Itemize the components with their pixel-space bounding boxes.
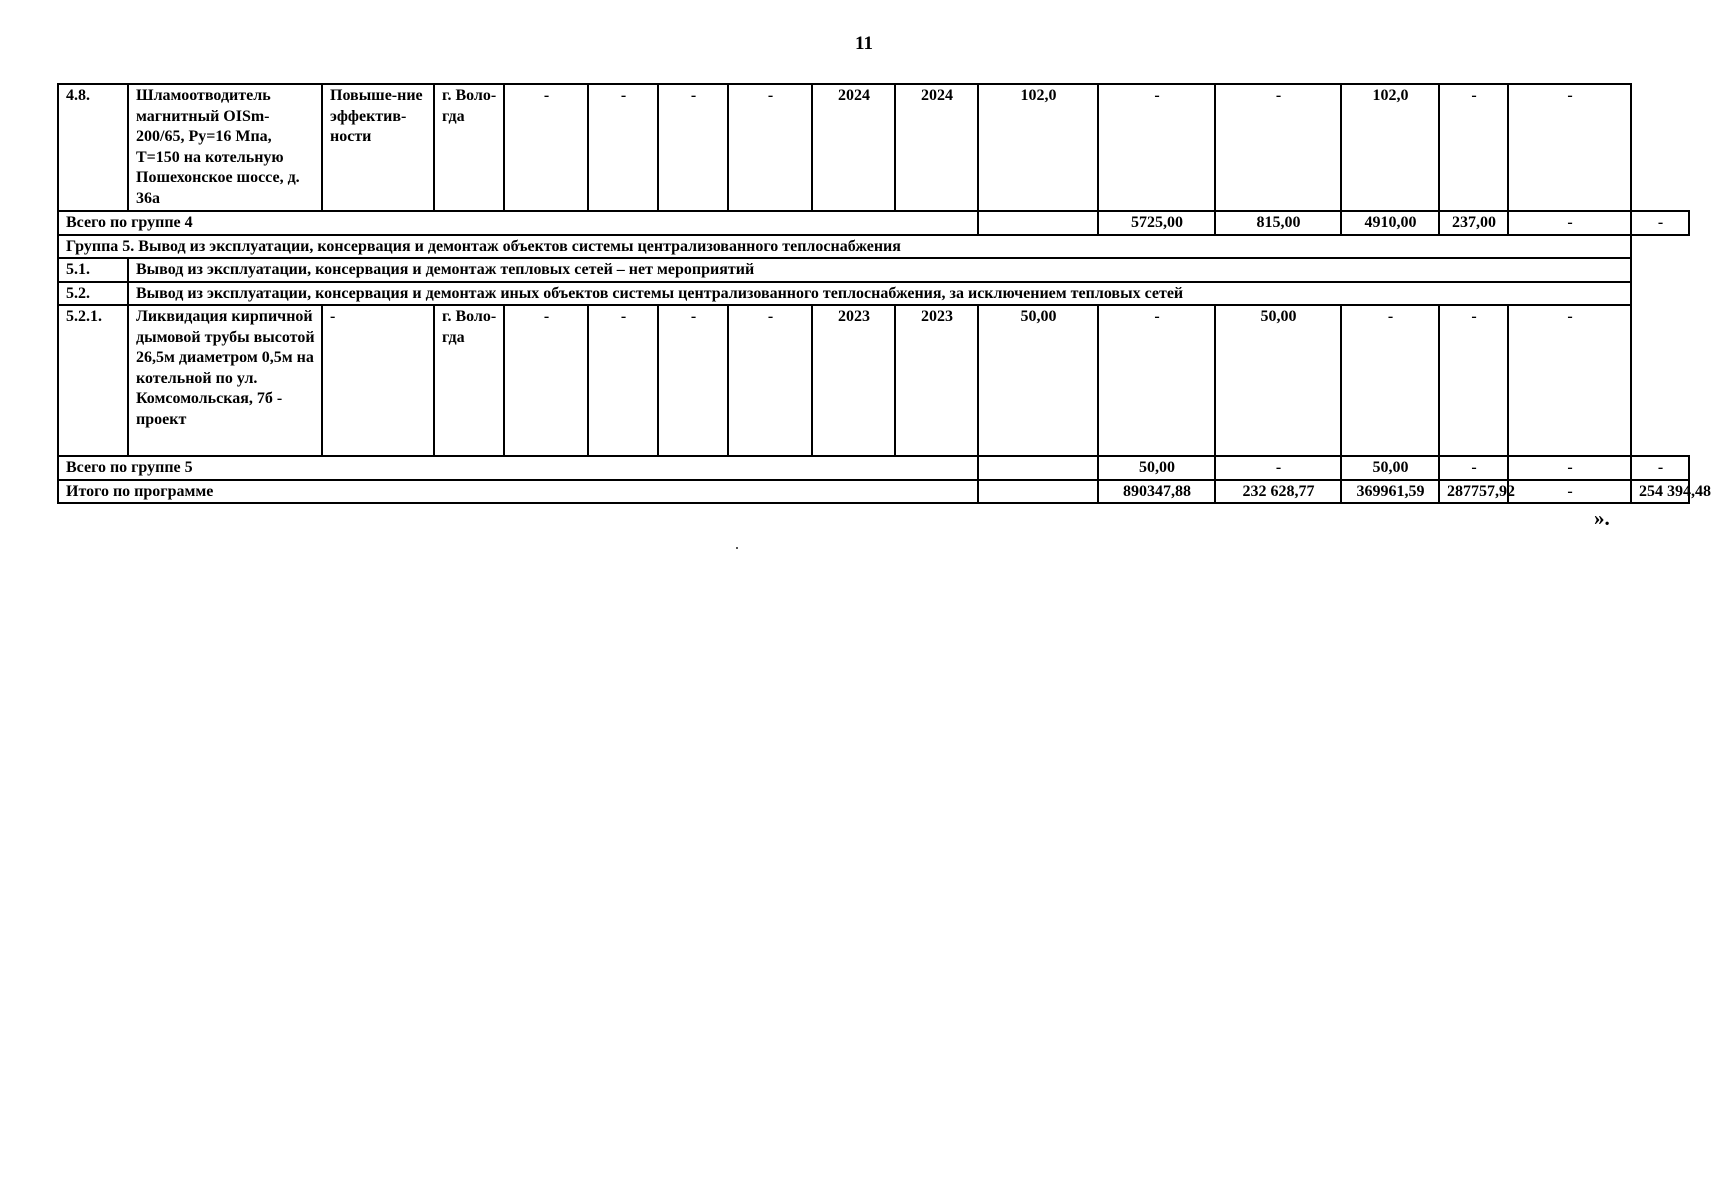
empty-cell: [978, 456, 1098, 480]
group-total-label: Всего по группе 5: [58, 456, 978, 480]
group-4-total-row: [58, 211, 1689, 235]
program-measures-table: [57, 83, 1711, 504]
cost-cell: 232 628,77: [1215, 480, 1341, 504]
cost-cell: -: [1098, 84, 1215, 211]
scan-speck: [736, 547, 738, 549]
parameter-cell: -: [658, 84, 728, 211]
measure-purpose: -: [322, 305, 434, 456]
cost-cell: -: [1508, 211, 1631, 235]
cost-cell: 4910,00: [1341, 211, 1439, 235]
table-row-5-2-1: [58, 305, 1689, 456]
cost-cell: -: [1098, 305, 1215, 456]
measure-location: г. Воло-гда: [434, 84, 504, 211]
cost-cell: -: [1631, 211, 1689, 235]
cost-cell: 237,00: [1439, 211, 1508, 235]
cost-cell: 102,0: [1341, 84, 1439, 211]
closing-quote-mark: ».: [1594, 506, 1610, 530]
cost-cell: 50,00: [1341, 456, 1439, 480]
page-number: 11: [855, 33, 873, 54]
cost-cell: -: [1439, 456, 1508, 480]
parameter-cell: -: [728, 84, 812, 211]
row-number: 5.2.1.: [58, 305, 128, 456]
cost-cell: -: [1439, 84, 1508, 211]
cost-total: 102,0: [978, 84, 1098, 211]
cost-cell: -: [1508, 480, 1631, 504]
parameter-cell: -: [658, 305, 728, 456]
cost-total: 890347,88: [1098, 480, 1215, 504]
cost-cell: -: [1631, 456, 1689, 480]
cost-cell: -: [1215, 84, 1341, 211]
subsection-title: Вывод из эксплуатации, консервация и демонтаж тепловых сетей – нет мероприятий: [128, 258, 1631, 282]
year-start: 2023: [812, 305, 895, 456]
table-row-5-2: [58, 282, 1689, 306]
cost-total: 50,00: [1098, 456, 1215, 480]
row-number: 5.2.: [58, 282, 128, 306]
group-5-header-row: [58, 235, 1689, 259]
cost-cell: -: [1215, 456, 1341, 480]
cost-cell: 254 394,48: [1631, 480, 1689, 504]
cost-cell: -: [1439, 305, 1508, 456]
program-total-row: [58, 480, 1689, 504]
cost-total: 5725,00: [1098, 211, 1215, 235]
table-row-4-8: [58, 84, 1689, 211]
subsection-title: Вывод из эксплуатации, консервация и демонтаж иных объектов системы централизованного теплоснабжения, за исключением тепловых сетей: [128, 282, 1631, 306]
cost-cell: -: [1341, 305, 1439, 456]
parameter-cell: -: [728, 305, 812, 456]
cost-cell: 50,00: [1215, 305, 1341, 456]
row-number: 5.1.: [58, 258, 128, 282]
cost-cell: -: [1508, 305, 1631, 456]
parameter-cell: -: [504, 305, 588, 456]
table-row-5-1: [58, 258, 1689, 282]
year-end: 2023: [895, 305, 978, 456]
empty-cell: [978, 211, 1098, 235]
group-heading: Группа 5. Вывод из эксплуатации, консервация и демонтаж объектов системы централизованного теплоснабжения: [58, 235, 1631, 259]
year-start: 2024: [812, 84, 895, 211]
measure-purpose: Повыше-ние эффектив-ности: [322, 84, 434, 211]
parameter-cell: -: [588, 305, 658, 456]
parameter-cell: -: [588, 84, 658, 211]
group-total-label: Всего по группе 4: [58, 211, 978, 235]
cost-cell: -: [1508, 84, 1631, 211]
cost-cell: 369961,59: [1341, 480, 1439, 504]
parameter-cell: -: [504, 84, 588, 211]
measure-location: г. Воло-гда: [434, 305, 504, 456]
program-total-label: Итого по программе: [58, 480, 978, 504]
empty-cell: [978, 480, 1098, 504]
group-5-total-row: [58, 456, 1689, 480]
cost-cell: 287757,92: [1439, 480, 1508, 504]
row-number: 4.8.: [58, 84, 128, 211]
cost-cell: 815,00: [1215, 211, 1341, 235]
measure-name: Шламоотводитель магнитный OISm-200/65, Ру=16 Мпа, Т=150 на котельную Пошехонское шоссе, д. 36а: [128, 84, 322, 211]
cost-cell: -: [1508, 456, 1631, 480]
cost-total: 50,00: [978, 305, 1098, 456]
measure-name: Ликвидация кирпичной дымовой трубы высотой 26,5м диаметром 0,5м на котельной по ул. Комсомольская, 7б - проект: [128, 305, 322, 456]
year-end: 2024: [895, 84, 978, 211]
